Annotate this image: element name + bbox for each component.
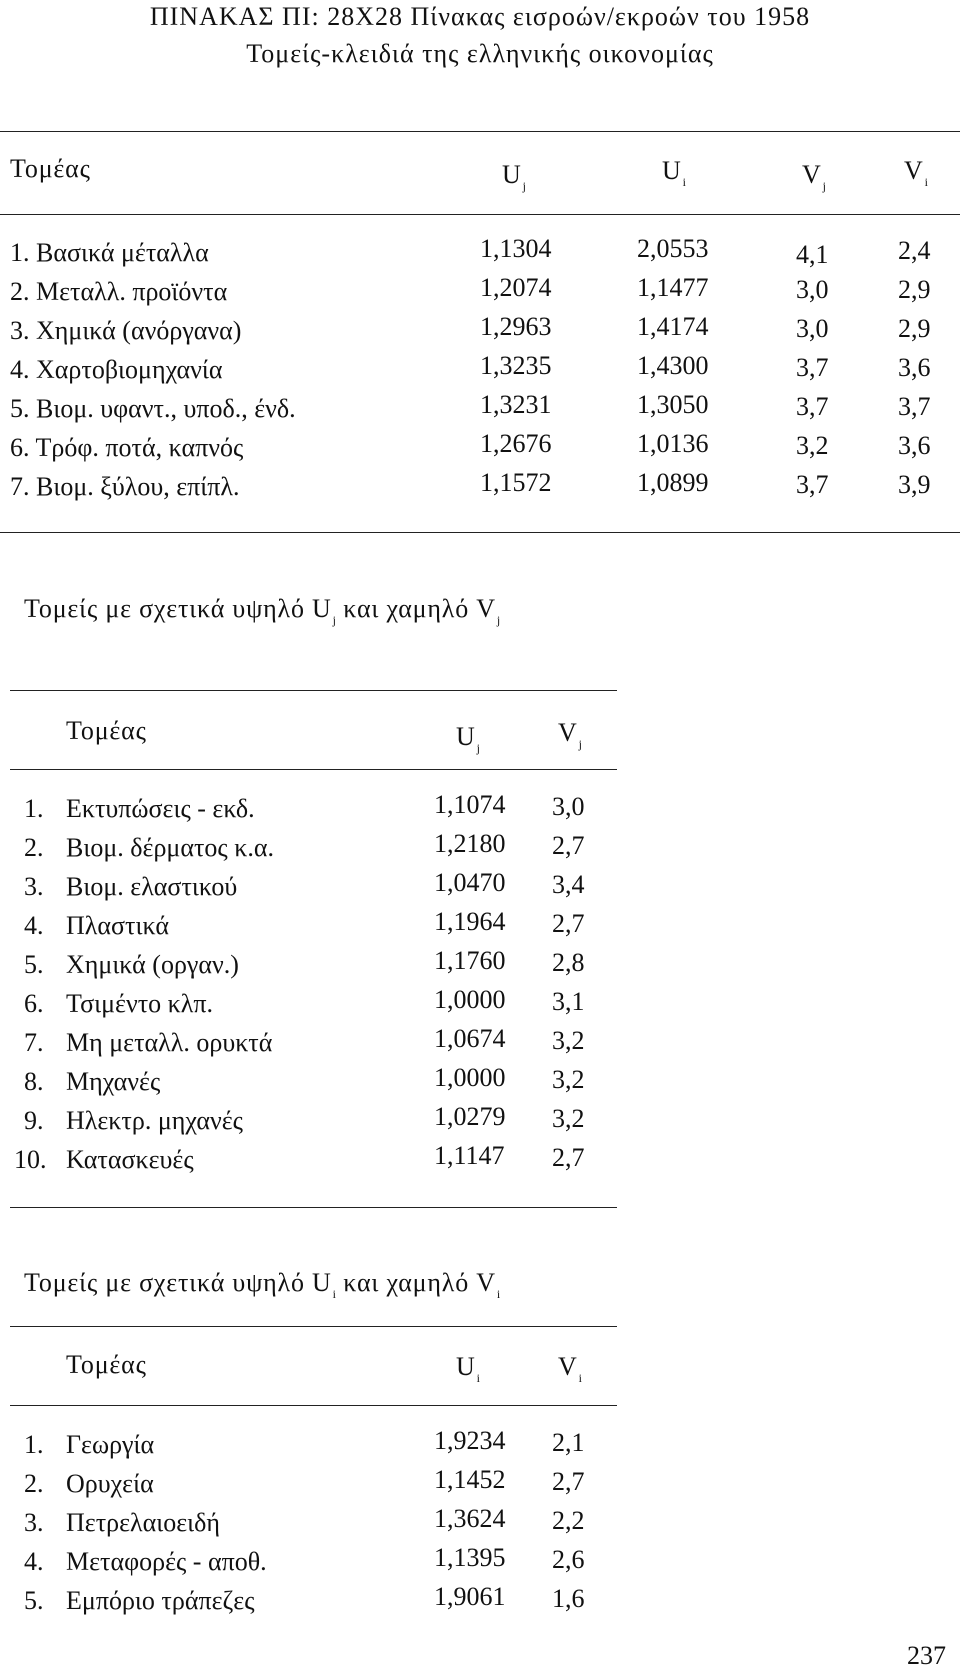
row-number: 7. bbox=[24, 1028, 44, 1057]
table1-header-rule bbox=[0, 214, 960, 215]
table-row bbox=[0, 1426, 960, 1466]
section2-header-sector: Τομέας bbox=[66, 716, 147, 745]
sector-name: 5. Βιομ. υφαντ., υποδ., ένδ. bbox=[10, 394, 296, 423]
vj-value: 3,7 bbox=[796, 353, 829, 382]
section2-header-v: $V_j$ bbox=[558, 718, 582, 751]
ui-value: 2,0553 bbox=[637, 234, 709, 263]
u-value: 1,1760 bbox=[434, 946, 506, 975]
table-row bbox=[0, 946, 960, 986]
v-value: 3,0 bbox=[552, 792, 585, 821]
uj-value: 1,2074 bbox=[480, 273, 552, 302]
uj-value: 1,1304 bbox=[480, 234, 552, 263]
row-number: 4. bbox=[24, 911, 44, 940]
table-subtitle: Τομείς-κλειδιά της ελληνικής οικονομίας bbox=[246, 39, 714, 68]
v-value: 2,7 bbox=[552, 909, 585, 938]
uj-value: 1,3235 bbox=[480, 351, 552, 380]
ui-value: 1,1477 bbox=[637, 273, 709, 302]
vj-value: 3,2 bbox=[796, 431, 829, 460]
vj-value: 3,7 bbox=[796, 470, 829, 499]
v-value: 2,7 bbox=[552, 831, 585, 860]
sector-name: 3. Χημικά (ανόργανα) bbox=[10, 316, 242, 345]
sector-name: 7. Βιομ. ξύλου, επίπλ. bbox=[10, 472, 240, 501]
uj-value: 1,2676 bbox=[480, 429, 552, 458]
section2-top-rule bbox=[10, 690, 617, 691]
v-value: 2,7 bbox=[552, 1467, 585, 1496]
table-row bbox=[0, 312, 960, 352]
sector-name: Εμπόριο τράπεζες bbox=[66, 1586, 255, 1615]
table-row bbox=[0, 1543, 960, 1583]
ui-value: 1,0136 bbox=[637, 429, 709, 458]
table1-bottom-rule bbox=[0, 532, 960, 533]
table-row bbox=[0, 1504, 960, 1544]
vi-value: 3,6 bbox=[898, 431, 931, 460]
u-value: 1,3624 bbox=[434, 1504, 506, 1533]
row-number: 4. bbox=[24, 1547, 44, 1576]
v-value: 3,1 bbox=[552, 987, 585, 1016]
v-value: 1,6 bbox=[552, 1584, 585, 1613]
table-row bbox=[0, 907, 960, 947]
u-value: 1,1074 bbox=[434, 790, 506, 819]
uj-value: 1,1572 bbox=[480, 468, 552, 497]
sector-name: 6. Τρόφ. ποτά, καπνός bbox=[10, 433, 244, 462]
sector-name: Μεταφορές - αποθ. bbox=[66, 1547, 267, 1576]
v-value: 2,6 bbox=[552, 1545, 585, 1574]
section2-bottom-rule bbox=[10, 1207, 617, 1208]
uj-value: 1,2963 bbox=[480, 312, 552, 341]
table1-header-ui: $U_i$ bbox=[662, 156, 686, 189]
table-row bbox=[0, 1024, 960, 1064]
ui-value: 1,4174 bbox=[637, 312, 709, 341]
u-value: 1,0674 bbox=[434, 1024, 506, 1053]
ui-value: 1,0899 bbox=[637, 468, 709, 497]
vj-value: 3,0 bbox=[796, 275, 829, 304]
sector-name: Χημικά (οργαν.) bbox=[66, 950, 239, 979]
row-number: 3. bbox=[24, 1508, 44, 1537]
table-row bbox=[0, 351, 960, 391]
u-value: 1,1964 bbox=[434, 907, 506, 936]
sector-name: Κατασκευές bbox=[66, 1145, 194, 1174]
u-value: 1,9234 bbox=[434, 1426, 506, 1455]
table-row bbox=[0, 1582, 960, 1622]
section3-header-u: $U_i$ bbox=[456, 1352, 480, 1385]
section3-top-rule bbox=[10, 1326, 617, 1327]
table-row bbox=[0, 829, 960, 869]
v-value: 2,7 bbox=[552, 1143, 585, 1172]
sector-name: Πλαστικά bbox=[66, 911, 169, 940]
sector-name: Γεωργία bbox=[66, 1430, 155, 1459]
row-number: 6. bbox=[24, 989, 44, 1018]
table-row bbox=[0, 1102, 960, 1142]
row-number: 5. bbox=[24, 1586, 44, 1615]
table1-header-vj: $V_j$ bbox=[802, 160, 826, 193]
sector-name: 2. Μεταλλ. προϊόντα bbox=[10, 277, 228, 306]
vj-value: 3,0 bbox=[796, 314, 829, 343]
sector-name: Ηλεκτρ. μηχανές bbox=[66, 1106, 243, 1135]
sector-name: Ορυχεία bbox=[66, 1469, 154, 1498]
vi-value: 3,7 bbox=[898, 392, 931, 421]
u-value: 1,1147 bbox=[434, 1141, 505, 1170]
v-value: 2,2 bbox=[552, 1506, 585, 1535]
ui-value: 1,3050 bbox=[637, 390, 709, 419]
table-row bbox=[0, 234, 960, 274]
vi-value: 2,4 bbox=[898, 236, 931, 265]
row-number: 1. bbox=[24, 1430, 44, 1459]
v-value: 3,2 bbox=[552, 1104, 585, 1133]
table-row bbox=[0, 1063, 960, 1103]
section2-header-u: $U_j$ bbox=[456, 722, 480, 755]
table-row bbox=[0, 1465, 960, 1505]
section2-heading: Τομείς με σχετικά υψηλό $U_j$ και χαμηλό $V_j$ bbox=[24, 594, 501, 627]
u-value: 1,2180 bbox=[434, 829, 506, 858]
u-value: 1,1452 bbox=[434, 1465, 506, 1494]
sector-name: 4. Χαρτοβιομηχανία bbox=[10, 355, 223, 384]
v-value: 3,2 bbox=[552, 1065, 585, 1094]
row-number: 1. bbox=[24, 794, 44, 823]
table-title: ΠΙΝΑΚΑΣ ΠΙ: 28Χ28 Πίνακας εισροών/εκροών του 1958 bbox=[149, 2, 811, 31]
u-value: 1,0470 bbox=[434, 868, 506, 897]
sector-name: Τσιμέντο κλπ. bbox=[66, 989, 213, 1018]
table-row bbox=[0, 429, 960, 469]
sector-name: Βιομ. δέρματος κ.α. bbox=[66, 833, 274, 862]
vi-value: 2,9 bbox=[898, 314, 931, 343]
section3-header-sector: Τομέας bbox=[66, 1350, 147, 1379]
sector-name: 1. Βασικά μέταλλα bbox=[10, 238, 209, 267]
row-number: 10. bbox=[14, 1145, 47, 1174]
section3-header-rule bbox=[10, 1405, 617, 1406]
vi-value: 2,9 bbox=[898, 275, 931, 304]
sector-name: Πετρελαιοειδή bbox=[66, 1508, 221, 1537]
v-value: 2,1 bbox=[552, 1428, 585, 1457]
uj-value: 1,3231 bbox=[480, 390, 552, 419]
vi-value: 3,9 bbox=[898, 470, 931, 499]
section3-heading: Τομείς με σχετικά υψηλό $U_i$ και χαμηλό $V_i$ bbox=[24, 1268, 501, 1301]
section3-header-v: $V_i$ bbox=[558, 1352, 582, 1385]
row-number: 2. bbox=[24, 833, 44, 862]
u-value: 1,9061 bbox=[434, 1582, 506, 1611]
vj-value: 4,1 bbox=[796, 240, 829, 269]
table1-top-rule bbox=[0, 131, 960, 132]
u-value: 1,0279 bbox=[434, 1102, 506, 1131]
vi-value: 3,6 bbox=[898, 353, 931, 382]
u-value: 1,1395 bbox=[434, 1543, 506, 1572]
table1-header-uj: $U_j$ bbox=[502, 160, 526, 193]
vj-value: 3,7 bbox=[796, 392, 829, 421]
sector-name: Εκτυπώσεις - εκδ. bbox=[66, 794, 255, 823]
v-value: 3,2 bbox=[552, 1026, 585, 1055]
v-value: 3,4 bbox=[552, 870, 585, 899]
ui-value: 1,4300 bbox=[637, 351, 709, 380]
table1-header-vi: $V_i$ bbox=[904, 156, 928, 189]
sector-name: Βιομ. ελαστικού bbox=[66, 872, 238, 901]
page-number: 237 bbox=[907, 1641, 946, 1670]
row-number: 3. bbox=[24, 872, 44, 901]
row-number: 9. bbox=[24, 1106, 44, 1135]
u-value: 1,0000 bbox=[434, 1063, 506, 1092]
table-row bbox=[0, 273, 960, 313]
table-row bbox=[0, 468, 960, 508]
row-number: 5. bbox=[24, 950, 44, 979]
section2-header-rule bbox=[10, 769, 617, 770]
table-row bbox=[0, 868, 960, 908]
u-value: 1,0000 bbox=[434, 985, 506, 1014]
table-row bbox=[0, 985, 960, 1025]
row-number: 8. bbox=[24, 1067, 44, 1096]
sector-name: Μηχανές bbox=[66, 1067, 161, 1096]
sector-name: Μη μεταλλ. ορυκτά bbox=[66, 1028, 273, 1057]
table-row bbox=[0, 390, 960, 430]
table1-header-sector: Τομέας bbox=[10, 154, 91, 183]
row-number: 2. bbox=[24, 1469, 44, 1498]
table-row bbox=[0, 790, 960, 830]
v-value: 2,8 bbox=[552, 948, 585, 977]
table-row bbox=[0, 1141, 960, 1181]
